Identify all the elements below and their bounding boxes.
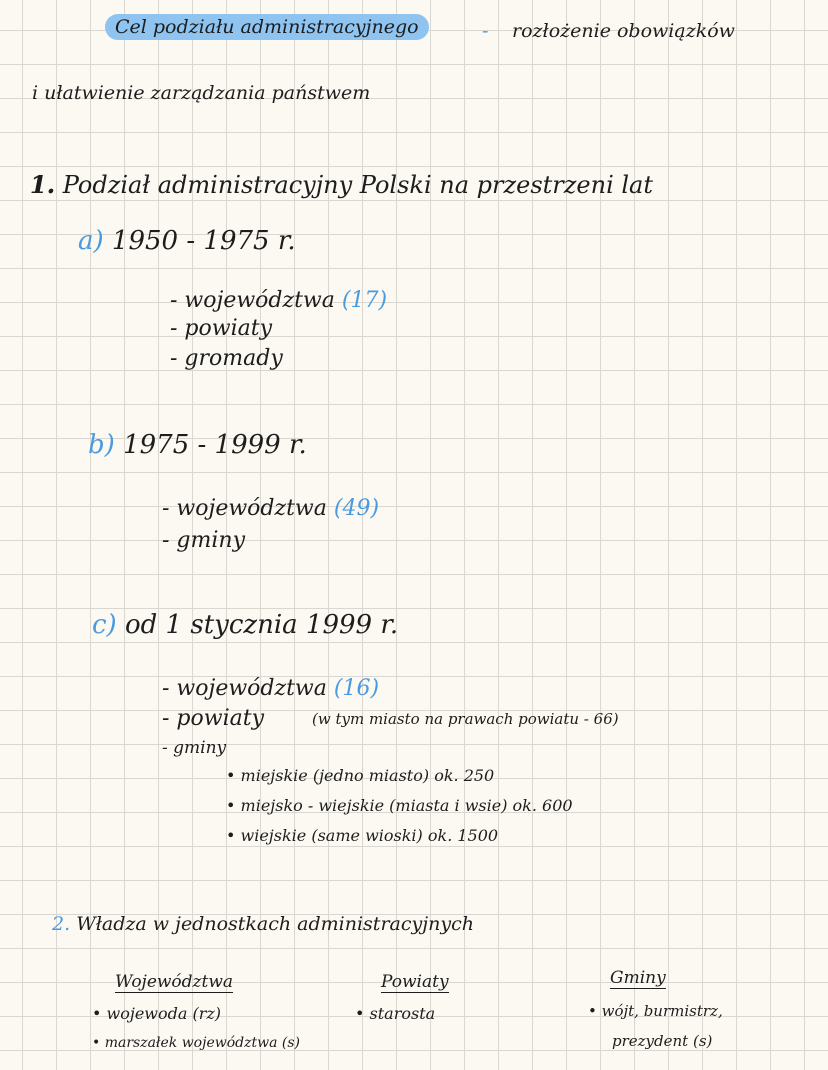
gmina-type: • miejsko - wiejskie (miasta i wsie) ok. 600: [226, 796, 573, 815]
section1-heading: [30, 170, 654, 199]
period-c-item: - województwa (16): [162, 676, 380, 701]
period-a-item: - województwa (17): [170, 288, 388, 313]
column-heading-wojewodztwa: Województwa: [115, 972, 234, 992]
section2-heading: [52, 915, 474, 934]
gmina-type: • miejskie (jedno miasto) ok. 250: [226, 766, 495, 785]
column-item: • marszałek województwa (s): [92, 1035, 300, 1051]
powiaty-note: (w tym miasto na prawach powiatu - 66): [312, 710, 619, 728]
intro-dash: -: [482, 20, 489, 42]
column-item: • wójt, burmistrz,: [588, 1002, 723, 1020]
column-item: • wojewoda (rz): [92, 1004, 222, 1023]
period-b-item: - województwa (49): [162, 496, 380, 521]
period-a-item: - gromady: [170, 346, 283, 371]
period-a-marker: a): [78, 226, 104, 256]
section2-number: 2.: [52, 913, 71, 935]
intro-line2: i ułatwienie zarządzania państwem: [32, 82, 371, 104]
intro-highlight: [105, 18, 429, 37]
period-c-heading: [92, 612, 398, 638]
period-b-heading: [88, 432, 307, 458]
section1-number: 1.: [30, 170, 56, 199]
column-item: • starosta: [355, 1004, 436, 1023]
column-heading-powiaty: Powiaty: [381, 972, 449, 992]
period-b-item: - gminy: [162, 528, 246, 553]
period-c-item: - gminy: [162, 738, 227, 758]
period-c-item: - powiaty: [162, 706, 265, 731]
period-c-marker: c): [92, 610, 117, 640]
gmina-type: • wiejskie (same wioski) ok. 1500: [226, 826, 499, 845]
period-a-dates: 1950 - 1975 r.: [111, 226, 296, 256]
period-b-marker: b): [88, 430, 115, 460]
period-a-item: - powiaty: [170, 316, 273, 341]
intro-rest: rozłożenie obowiązków: [512, 20, 735, 42]
period-b-dates: 1975 - 1999 r.: [123, 430, 307, 460]
section2-title: Władza w jednostkach administracyjnych: [76, 913, 474, 935]
column-heading-gminy: Gminy: [610, 968, 666, 988]
column-item: prezydent (s): [612, 1032, 713, 1050]
period-c-dates: od 1 stycznia 1999 r.: [124, 610, 399, 640]
period-c-count: (16): [333, 676, 380, 701]
period-b-count: (49): [333, 496, 380, 521]
period-a-heading: [78, 228, 296, 254]
period-a-count: (17): [341, 288, 388, 313]
section1-title: Podział administracyjny Polski na przestrzeni lat: [62, 171, 654, 199]
intro-highlighted-text: Cel podziału administracyjnego: [105, 14, 429, 40]
